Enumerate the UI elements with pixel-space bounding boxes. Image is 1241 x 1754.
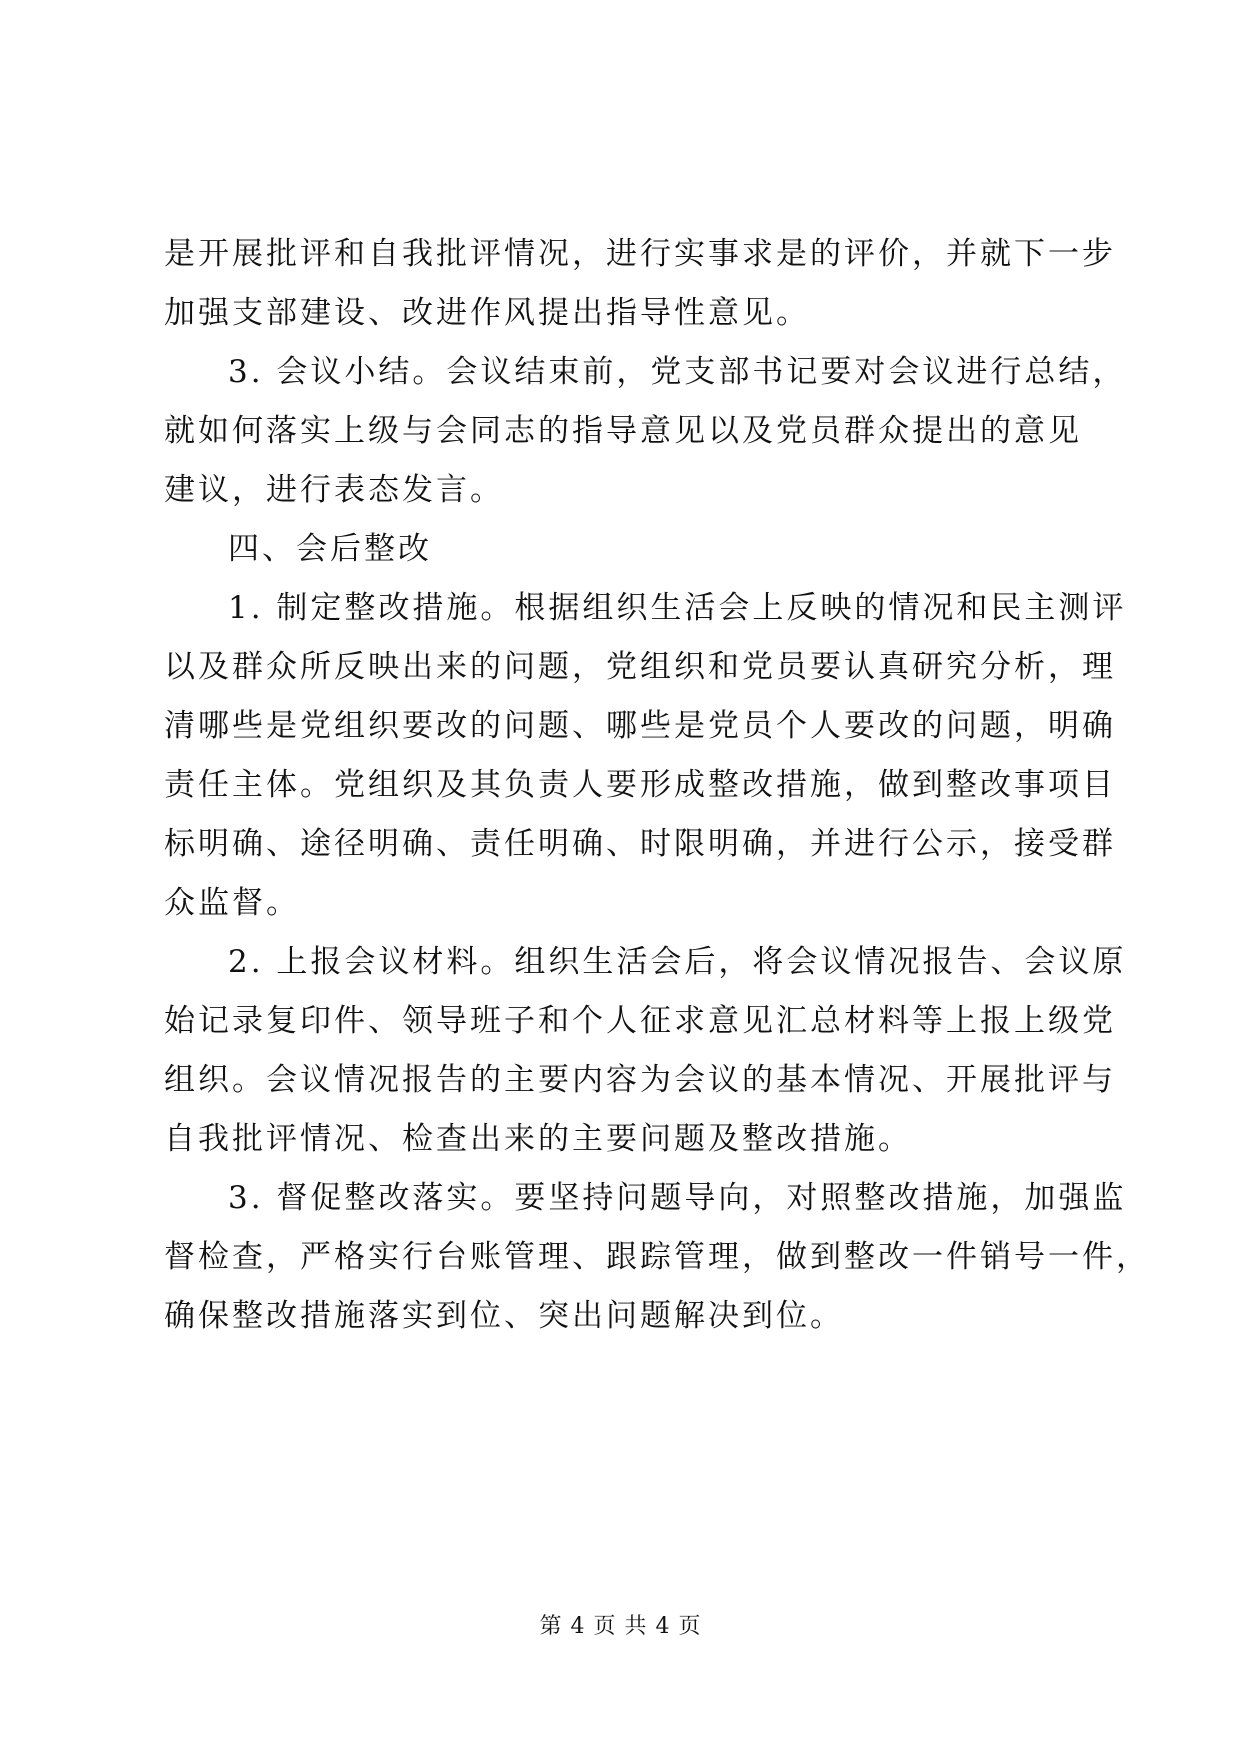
text-line: 督检查，严格实行台账管理、跟踪管理，做到整改一件销号一件， bbox=[164, 1239, 1150, 1275]
text-line: 组织。会议情况报告的主要内容为会议的基本情况、开展批评与 bbox=[164, 1062, 1116, 1098]
text-line: 就如何落实上级与会同志的指导意见以及党员群众提出的意见 bbox=[164, 413, 1082, 449]
text-line: 1. 制定整改措施。根据组织生活会上反映的情况和民主测评 bbox=[228, 590, 1127, 626]
text-line: 标明确、途径明确、责任明确、时限明确，并进行公示，接受群 bbox=[164, 826, 1116, 862]
text-line: 建议，进行表态发言。 bbox=[164, 472, 504, 508]
body-text bbox=[164, 225, 1150, 1346]
text-line: 是开展批评和自我批评情况，进行实事求是的评价，并就下一步 bbox=[164, 236, 1116, 272]
text-line: 3. 督促整改落实。要坚持问题导向，对照整改措施，加强监 bbox=[228, 1180, 1127, 1216]
text-line: 清哪些是党组织要改的问题、哪些是党员个人要改的问题，明确 bbox=[164, 708, 1116, 744]
section-heading: 四、会后整改 bbox=[228, 531, 432, 567]
text-line: 以及群众所反映出来的问题，党组织和党员要认真研究分析，理 bbox=[164, 649, 1116, 685]
page-number-footer: 第 4 页 共 4 页 bbox=[539, 1614, 702, 1639]
text-line: 3. 会议小结。会议结束前，党支部书记要对会议进行总结， bbox=[228, 354, 1127, 390]
text-line: 众监督。 bbox=[164, 885, 300, 921]
text-line: 责任主体。党组织及其负责人要形成整改措施，做到整改事项目 bbox=[164, 767, 1116, 803]
text-line: 确保整改措施落实到位、突出问题解决到位。 bbox=[164, 1298, 844, 1334]
text-line: 始记录复印件、领导班子和个人征求意见汇总材料等上报上级党 bbox=[164, 1003, 1116, 1039]
text-line: 2. 上报会议材料。组织生活会后，将会议情况报告、会议原 bbox=[228, 944, 1127, 980]
text-line: 加强支部建设、改进作风提出指导性意见。 bbox=[164, 295, 810, 331]
text-line: 自我批评情况、检查出来的主要问题及整改措施。 bbox=[164, 1121, 912, 1157]
